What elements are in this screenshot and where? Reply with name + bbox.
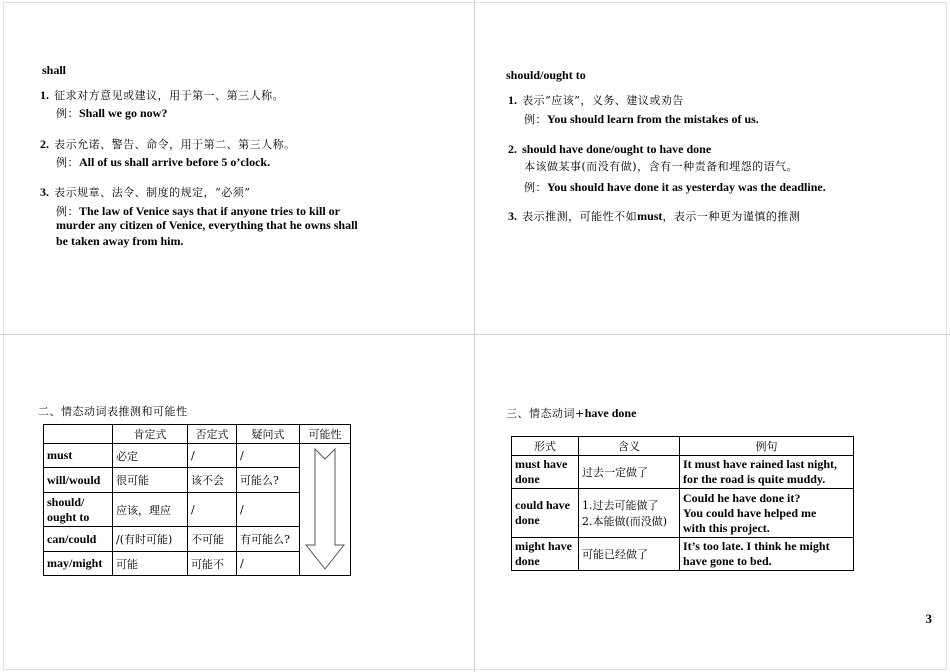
meaning-line: 1.过去可能做了 — [582, 499, 659, 512]
verb-cell: will/would — [44, 468, 113, 493]
affirmative-cell: 应该，理应 — [113, 493, 188, 527]
table-header-row — [44, 425, 351, 444]
table-row — [512, 489, 854, 538]
header-cell — [44, 425, 113, 444]
shall-item-3-number: 3. — [40, 185, 49, 199]
example-line: Could he have done it? — [683, 490, 801, 505]
should-item-3-text-pre: 表示推测，可能性不如 — [522, 210, 638, 223]
possibility-title: 二、情态动词表推测和可能性 — [38, 405, 188, 418]
meaning-line: 过去一定做了 — [582, 466, 648, 479]
form-line: done — [515, 554, 540, 568]
example-label: 例： — [56, 107, 79, 120]
should-item-3-number: 3. — [508, 209, 517, 223]
form-line: might have — [515, 539, 572, 553]
meaning-cell — [579, 538, 680, 571]
example-line: It must have rained last night, — [683, 457, 838, 471]
should-item-1-text: 表示“应该”，义务、建议或劝告 — [522, 94, 684, 107]
form-cell — [512, 538, 579, 571]
should-item-1-example — [524, 109, 759, 128]
shall-item-2-text: 表示允诺、警告、命令，用于第二、第三人称。 — [54, 138, 296, 151]
example-line: for the road is quite muddy. — [683, 472, 826, 486]
example-text: All of us shall arrive before 5 o’clock. — [79, 155, 271, 169]
header-cell: 可能性 — [300, 425, 351, 444]
shall-item-1-number: 1. — [40, 88, 49, 102]
possibility-arrow-cell — [300, 444, 351, 576]
example-line: You could have helped me — [683, 505, 817, 520]
question-cell: / — [237, 552, 300, 576]
shall-item-2 — [40, 134, 296, 153]
example-line: with this project. — [683, 520, 770, 535]
shall-item-2-example — [56, 152, 270, 171]
example-line-3: be taken away from him. — [56, 234, 184, 248]
form-cell — [512, 456, 579, 489]
affirmative-cell: 很可能 — [113, 468, 188, 493]
example-line-1: The law of Venice says that if anyone tries to kill or — [79, 204, 340, 218]
example-cell — [680, 489, 854, 538]
form-line: must have — [515, 457, 568, 471]
should-item-3-text-bold: must — [637, 209, 663, 223]
should-item-1 — [508, 90, 684, 109]
form-line: done — [515, 513, 540, 527]
example-line: It’s too late. I think he might — [683, 539, 830, 553]
question-cell: / — [237, 493, 300, 527]
horizontal-divider — [0, 334, 950, 335]
example-text: You should have done it as yesterday was the deadline. — [547, 180, 826, 194]
shall-item-1-example — [56, 103, 167, 122]
shall-item-3-text: 表示规章、法令、制度的规定，“必须” — [54, 186, 251, 199]
affirmative-cell: /(有时可能) — [113, 527, 188, 552]
header-cell: 疑问式 — [237, 425, 300, 444]
header-cell: 肯定式 — [113, 425, 188, 444]
header-cell: 形式 — [512, 437, 579, 456]
verb-line: should/ — [47, 494, 85, 509]
negative-cell: / — [188, 444, 237, 468]
affirmative-cell: 可能 — [113, 552, 188, 576]
form-line: could have — [515, 498, 571, 512]
negative-cell: 该不会 — [188, 468, 237, 493]
example-label: 例： — [524, 181, 547, 194]
meaning-line: 可能已经做了 — [582, 548, 648, 561]
header-cell: 含义 — [579, 437, 680, 456]
negative-cell: 可能不 — [188, 552, 237, 576]
should-item-2 — [508, 139, 711, 158]
meaning-line: 2.本能做(而没做) — [582, 515, 668, 528]
form-cell — [512, 489, 579, 538]
verb-line: ought to — [47, 509, 90, 524]
question-cell: 可能么? — [237, 468, 300, 493]
question-cell: 有可能么? — [237, 527, 300, 552]
shall-title: shall — [42, 63, 67, 77]
example-line-2: murder any citizen of Venice, everything that he owns shall — [56, 218, 358, 232]
should-item-2-example — [524, 177, 826, 196]
table-row — [512, 538, 854, 571]
shall-item-1 — [40, 85, 284, 104]
table-header-row — [512, 437, 854, 456]
verb-cell: can/could — [44, 527, 113, 552]
table-row — [512, 456, 854, 489]
have-done-title — [506, 402, 636, 421]
example-line: have gone to bed. — [683, 554, 772, 568]
vertical-divider — [474, 0, 475, 672]
verb-cell: must — [44, 444, 113, 468]
question-cell: / — [237, 444, 300, 468]
shall-item-1-text: 征求对方意见或建议，用于第一、第三人称。 — [54, 89, 285, 102]
example-label: 例： — [56, 156, 79, 169]
have-done-table — [511, 436, 854, 571]
shall-item-3 — [40, 182, 250, 201]
affirmative-cell: 必定 — [113, 444, 188, 468]
header-cell: 例句 — [680, 437, 854, 456]
example-cell — [680, 538, 854, 571]
have-done-title-bold: have done — [584, 406, 637, 420]
down-arrow-icon — [300, 445, 350, 575]
have-done-title-pre: 三、情态动词+ — [506, 407, 585, 420]
form-line: done — [515, 472, 540, 486]
verb-cell — [44, 493, 113, 527]
meaning-cell — [579, 489, 680, 538]
example-text: Shall we go now? — [79, 106, 168, 120]
example-label: 例： — [524, 113, 547, 126]
possibility-table — [43, 424, 351, 576]
shall-item-2-number: 2. — [40, 137, 49, 151]
should-item-2-desc: 本该做某事(而没有做)，含有一种责备和埋怨的语气。 — [524, 160, 799, 173]
should-item-2-number: 2. — [508, 142, 517, 156]
header-cell: 否定式 — [188, 425, 237, 444]
meaning-cell — [579, 456, 680, 489]
should-title: should/ought to — [506, 68, 586, 82]
should-item-2-title: should have done/ought to have done — [522, 142, 712, 156]
example-text: You should learn from the mistakes of us. — [547, 112, 759, 126]
negative-cell: 不可能 — [188, 527, 237, 552]
negative-cell: / — [188, 493, 237, 527]
should-item-3-text-post: ，表示一种更为谨慎的推测 — [662, 210, 801, 223]
table-row — [44, 444, 351, 468]
example-label: 例： — [56, 205, 79, 218]
example-cell — [680, 456, 854, 489]
should-item-1-number: 1. — [508, 93, 517, 107]
page-number: 3 — [925, 611, 932, 626]
verb-cell: may/might — [44, 552, 113, 576]
should-item-3 — [508, 206, 800, 225]
